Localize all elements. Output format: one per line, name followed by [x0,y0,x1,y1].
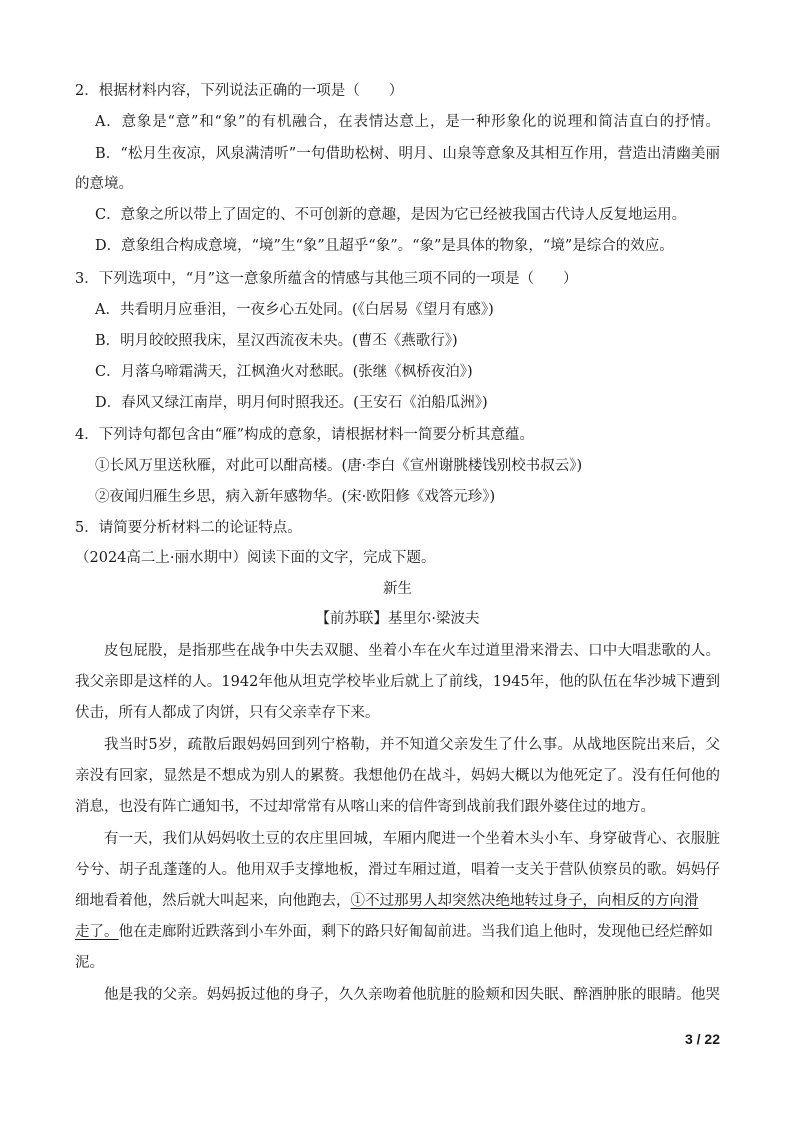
source-note: （2024高二上·丽水期中）阅读下面的文字，完成下题。 [75,550,436,566]
paragraph-4-line: 他是我的父亲。妈妈扳过他的身子，久久亲吻着他肮脏的脸颊和因失眠、醉酒肿胀的眼睛。他哭 [104,987,720,1003]
paragraph-1-line: 伏击，所有人都成了肉饼，只有父亲幸存下来。 [75,705,380,721]
q2-option-b-cont: 的意境。 [75,176,133,192]
q2-option-a: A．意象是“意”和“象”的有机融合，在表情达意上，是一种形象化的说理和简洁直白的抒情。 [95,114,720,130]
question-3-stem: 3．下列选项中，“月”这一意象所蕴含的情感与其他三项不同的一项是（ ） [75,271,578,287]
q3-option-c: C．月落乌啼霜满天，江枫渔火对愁眠。(张继《枫桥夜泊》) [95,364,473,380]
underlined-sentence-1-end: 走了。 [75,924,119,940]
question-5-stem: 5．请简要分析材料二的论证特点。 [75,520,302,536]
paragraph-3-line [75,891,720,911]
paragraph-2-line: 亲没有回家，显然是不想成为别人的累赘。我想他仍在战斗，妈妈大概以为他死定了。没有任何他的 [75,768,720,784]
q4-item-1: ①长风万里送秋雁，对此可以酣高楼。(唐·李白《宣州谢朓楼饯别校书叔云》) [95,458,583,474]
q3-option-b: B．明月皎皎照我床，星汉西流夜未央。(曹丕《燕歌行》) [95,333,458,349]
q2-option-b: B．“松月生夜凉，风泉满清听”一句借助松树、明月、山泉等意象及其相互作用，营造出清幽美丽 [95,146,720,162]
question-4-stem: 4．下列诗句都包含由“雁”构成的意象，请根据材料一简要分析其意蕴。 [75,427,535,443]
paragraph-3-line: 泥。 [75,955,104,971]
paragraph-1-line: 我父亲即是这样的人。1942年他从坦克学校毕业后就上了前线，1945年，他的队伍在华沙城下遭到 [75,674,720,690]
q2-option-c: C．意象之所以带上了固定的、不可创新的意趣，是因为它已经被我国古代诗人反复地运用。 [95,207,687,223]
underlined-sentence-1: ①不过那男人却突然决绝地转过身子，向相反的方向滑 [350,893,699,909]
paragraph-1-line: 皮包屁股，是指那些在战争中失去双腿、坐着小车在火车过道里滑来滑去、口中大唱悲歌的人。 [104,643,720,659]
paragraph-3-line: 兮兮、胡子乱蓬蓬的人。他用双手支撑地板，滑过车厢过道，唱着一支关于营队侦察员的歌。妈妈仔 [75,862,720,878]
story-title: 新生 [383,581,412,597]
story-author: 【前苏联】基里尔·梁波夫 [315,611,480,627]
q3-option-d: D．春风又绿江南岸，明月何时照我还。(王安石《泊船瓜洲》) [95,395,488,411]
paragraph-3-line: 有一天，我们从妈妈收土豆的农庄里回城，车厢内爬进一个坐着木头小车、身穿破背心、衣服脏 [104,831,720,847]
page-number: 3 / 22 [684,1031,720,1047]
q4-item-2: ②夜闻归雁生乡思，病入新年感物华。(宋·欧阳修《戏答元珍》) [95,489,496,505]
text: 细地看着他，然后就大叫起来，向他跑去， [75,893,351,909]
q2-option-d: D．意象组合构成意境，“境”生“象”且超乎“象”。“象”是具体的物象，“境”是综合的效应。 [95,238,674,254]
paragraph-3-line [75,922,720,942]
question-2-stem: 2．根据材料内容，下列说法正确的一项是（ ） [75,83,404,99]
text: 他在走廊附近跌落到小车外面，剩下的路只好匍匐前进。当我们追上他时，发现他已经烂醉如 [118,924,713,940]
paragraph-2-line: 我当时5岁，疏散后跟妈妈回到列宁格勒，并不知道父亲发生了什么事。从战地医院出来后，父 [104,737,720,753]
q3-option-a: A．共看明月应垂泪，一夜乡心五处同。(《白居易《望月有感》) [95,302,494,318]
paragraph-2-line: 消息，也没有阵亡通知书，不过却常常有从喀山来的信件寄到战前我们跟外婆住过的地方。 [75,799,655,815]
